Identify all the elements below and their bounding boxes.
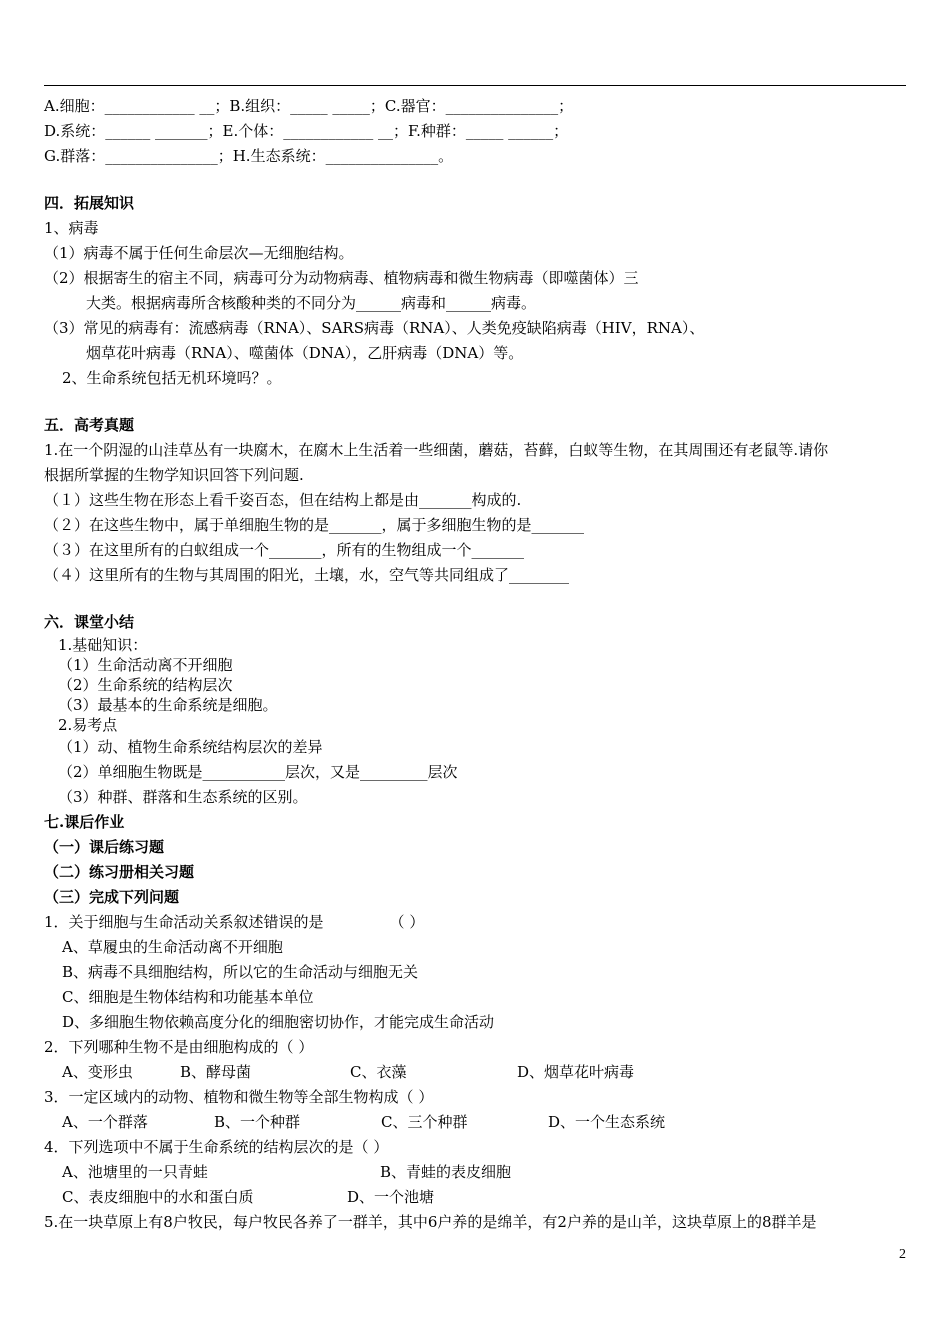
- levels-line-1: A.细胞：____________ __；B.组织：_____ _____；C.器官：_______________；: [44, 97, 574, 115]
- section-5-s2: （２）在这些生物中，属于单细胞生物的是_______，属于多细胞生物的是_______: [44, 516, 585, 534]
- question-4-option-b: B、青蛙的表皮细胞: [380, 1163, 512, 1181]
- question-4-option-c: C、表皮细胞中的水和蛋白质: [62, 1188, 254, 1206]
- question-3-option-b: B、一个种群: [214, 1113, 301, 1131]
- question-2-option-b: B、酵母菌: [180, 1063, 252, 1081]
- section-4-p2a: （2）根据寄生的宿主不同，病毒可分为动物病毒、植物病毒和微生物病毒（即噬菌体）三: [44, 269, 639, 287]
- section-5-s4: （４）这里所有的生物与其周围的阳光，土壤，水，空气等共同组成了________: [44, 566, 570, 584]
- question-1-option-b: B、病毒不具细胞结构，所以它的生命活动与细胞无关: [62, 963, 419, 981]
- question-3-option-a: A、一个群落: [62, 1113, 148, 1131]
- section-4-heading: 四．拓展知识: [44, 194, 135, 212]
- summary-basic-2: （2）生命系统的结构层次: [58, 676, 233, 694]
- document-body: [44, 94, 910, 1235]
- question-3-options: [44, 1110, 910, 1135]
- question-3-option-c: C、三个种群: [381, 1113, 468, 1131]
- homework-3: （三）完成下列问题: [44, 888, 180, 906]
- section-4-p2b: 大类。根据病毒所含核酸种类的不同分为______病毒和______病毒。: [86, 294, 537, 312]
- question-4-option-d: D、一个池塘: [347, 1188, 435, 1206]
- question-1-option-d: D、多细胞生物依赖高度分化的细胞密切协作，才能完成生命活动: [62, 1013, 495, 1031]
- section-4-sub2: 2、生命系统包括无机环境吗？。: [62, 369, 282, 387]
- page-number: 2: [899, 1247, 906, 1262]
- question-4-option-a: A、池塘里的一只青蛙: [62, 1163, 208, 1181]
- section-4-p1: （1）病毒不属于任何生命层次—无细胞结构。: [44, 244, 354, 262]
- summary-basic-3: （3）最基本的生命系统是细胞。: [58, 696, 278, 714]
- question-2-option-a: A、变形虫: [62, 1063, 133, 1081]
- question-1-option-c: C、细胞是生物体结构和功能基本单位: [62, 988, 314, 1006]
- question-2-stem: 2．下列哪种生物不是由细胞构成的（ ）: [44, 1038, 314, 1056]
- section-5-s1: （１）这些生物在形态上看千姿百态，但在结构上都是由_______构成的.: [44, 491, 522, 509]
- question-4-options-ab: [44, 1160, 910, 1185]
- summary-basic-1: （1）生命活动离不开细胞: [58, 656, 233, 674]
- section-4-sub1: 1、病毒: [44, 219, 99, 237]
- question-2-option-c: C、衣藻: [350, 1063, 407, 1081]
- levels-line-3: G.群落：_______________；H.生态系统：_______________。: [44, 147, 454, 165]
- section-5-q1b: 根据所掌握的生物学知识回答下列问题.: [44, 466, 304, 484]
- homework-2: （二）练习册相关习题: [44, 863, 195, 881]
- section-7-heading: 七.课后作业: [44, 813, 125, 831]
- question-1-answer-paren: （ ）: [389, 913, 425, 931]
- section-6-heading: 六．课堂小结: [44, 613, 135, 631]
- question-3-option-d: D、一个生态系统: [548, 1113, 666, 1131]
- question-1-stem: [44, 910, 910, 935]
- question-1-text: 1．关于细胞与生命活动关系叙述错误的是: [44, 913, 324, 931]
- question-5-stem: 5.在一块草原上有8户牧民，每户牧民各养了一群羊，其中6户养的是绵羊，有2户养的是山羊，这块草原上的8群羊是: [44, 1213, 817, 1231]
- summary-exam: 2.易考点: [58, 716, 118, 734]
- section-4-p3b: 烟草花叶病毒（RNA）、噬菌体（DNA），乙肝病毒（DNA）等。: [86, 344, 524, 362]
- section-5-s3: （３）在这里所有的白蚁组成一个_______，所有的生物组成一个_______: [44, 541, 525, 559]
- section-5-heading: 五．高考真题: [44, 416, 135, 434]
- homework-1: （一）课后练习题: [44, 838, 165, 856]
- question-1-option-a: A、草履虫的生命活动离不开细胞: [62, 938, 283, 956]
- summary-exam-1: （1）动、植物生命系统结构层次的差异: [58, 738, 323, 756]
- summary-exam-3: （3）种群、群落和生态系统的区别。: [58, 788, 308, 806]
- section-5-q1a: 1.在一个阴湿的山洼草丛有一块腐木，在腐木上生活着一些细菌，蘑菇，苔藓，白蚁等生物，在其周围还有老鼠等.请你: [44, 441, 829, 459]
- question-4-stem: 4．下列选项中不属于生命系统的结构层次的是（ ）: [44, 1138, 389, 1156]
- question-2-option-d: D、烟草花叶病毒: [517, 1063, 635, 1081]
- levels-line-2: D.系统：______ _______；E.个体：____________ __；F.种群：_____ ______；: [44, 122, 569, 140]
- section-4-p3a: （3）常见的病毒有：流感病毒（RNA）、SARS病毒（RNA）、人类免疫缺陷病毒（HIV，RNA）、: [44, 319, 705, 337]
- question-4-options-cd: [44, 1185, 910, 1210]
- summary-exam-2: （2）单细胞生物既是___________层次，又是_________层次: [58, 763, 458, 781]
- header-rule: [44, 85, 906, 86]
- summary-basic: 1.基础知识：: [58, 636, 148, 654]
- question-2-options: [44, 1060, 910, 1085]
- question-3-stem: 3．一定区域内的动物、植物和微生物等全部生物构成（ ）: [44, 1088, 434, 1106]
